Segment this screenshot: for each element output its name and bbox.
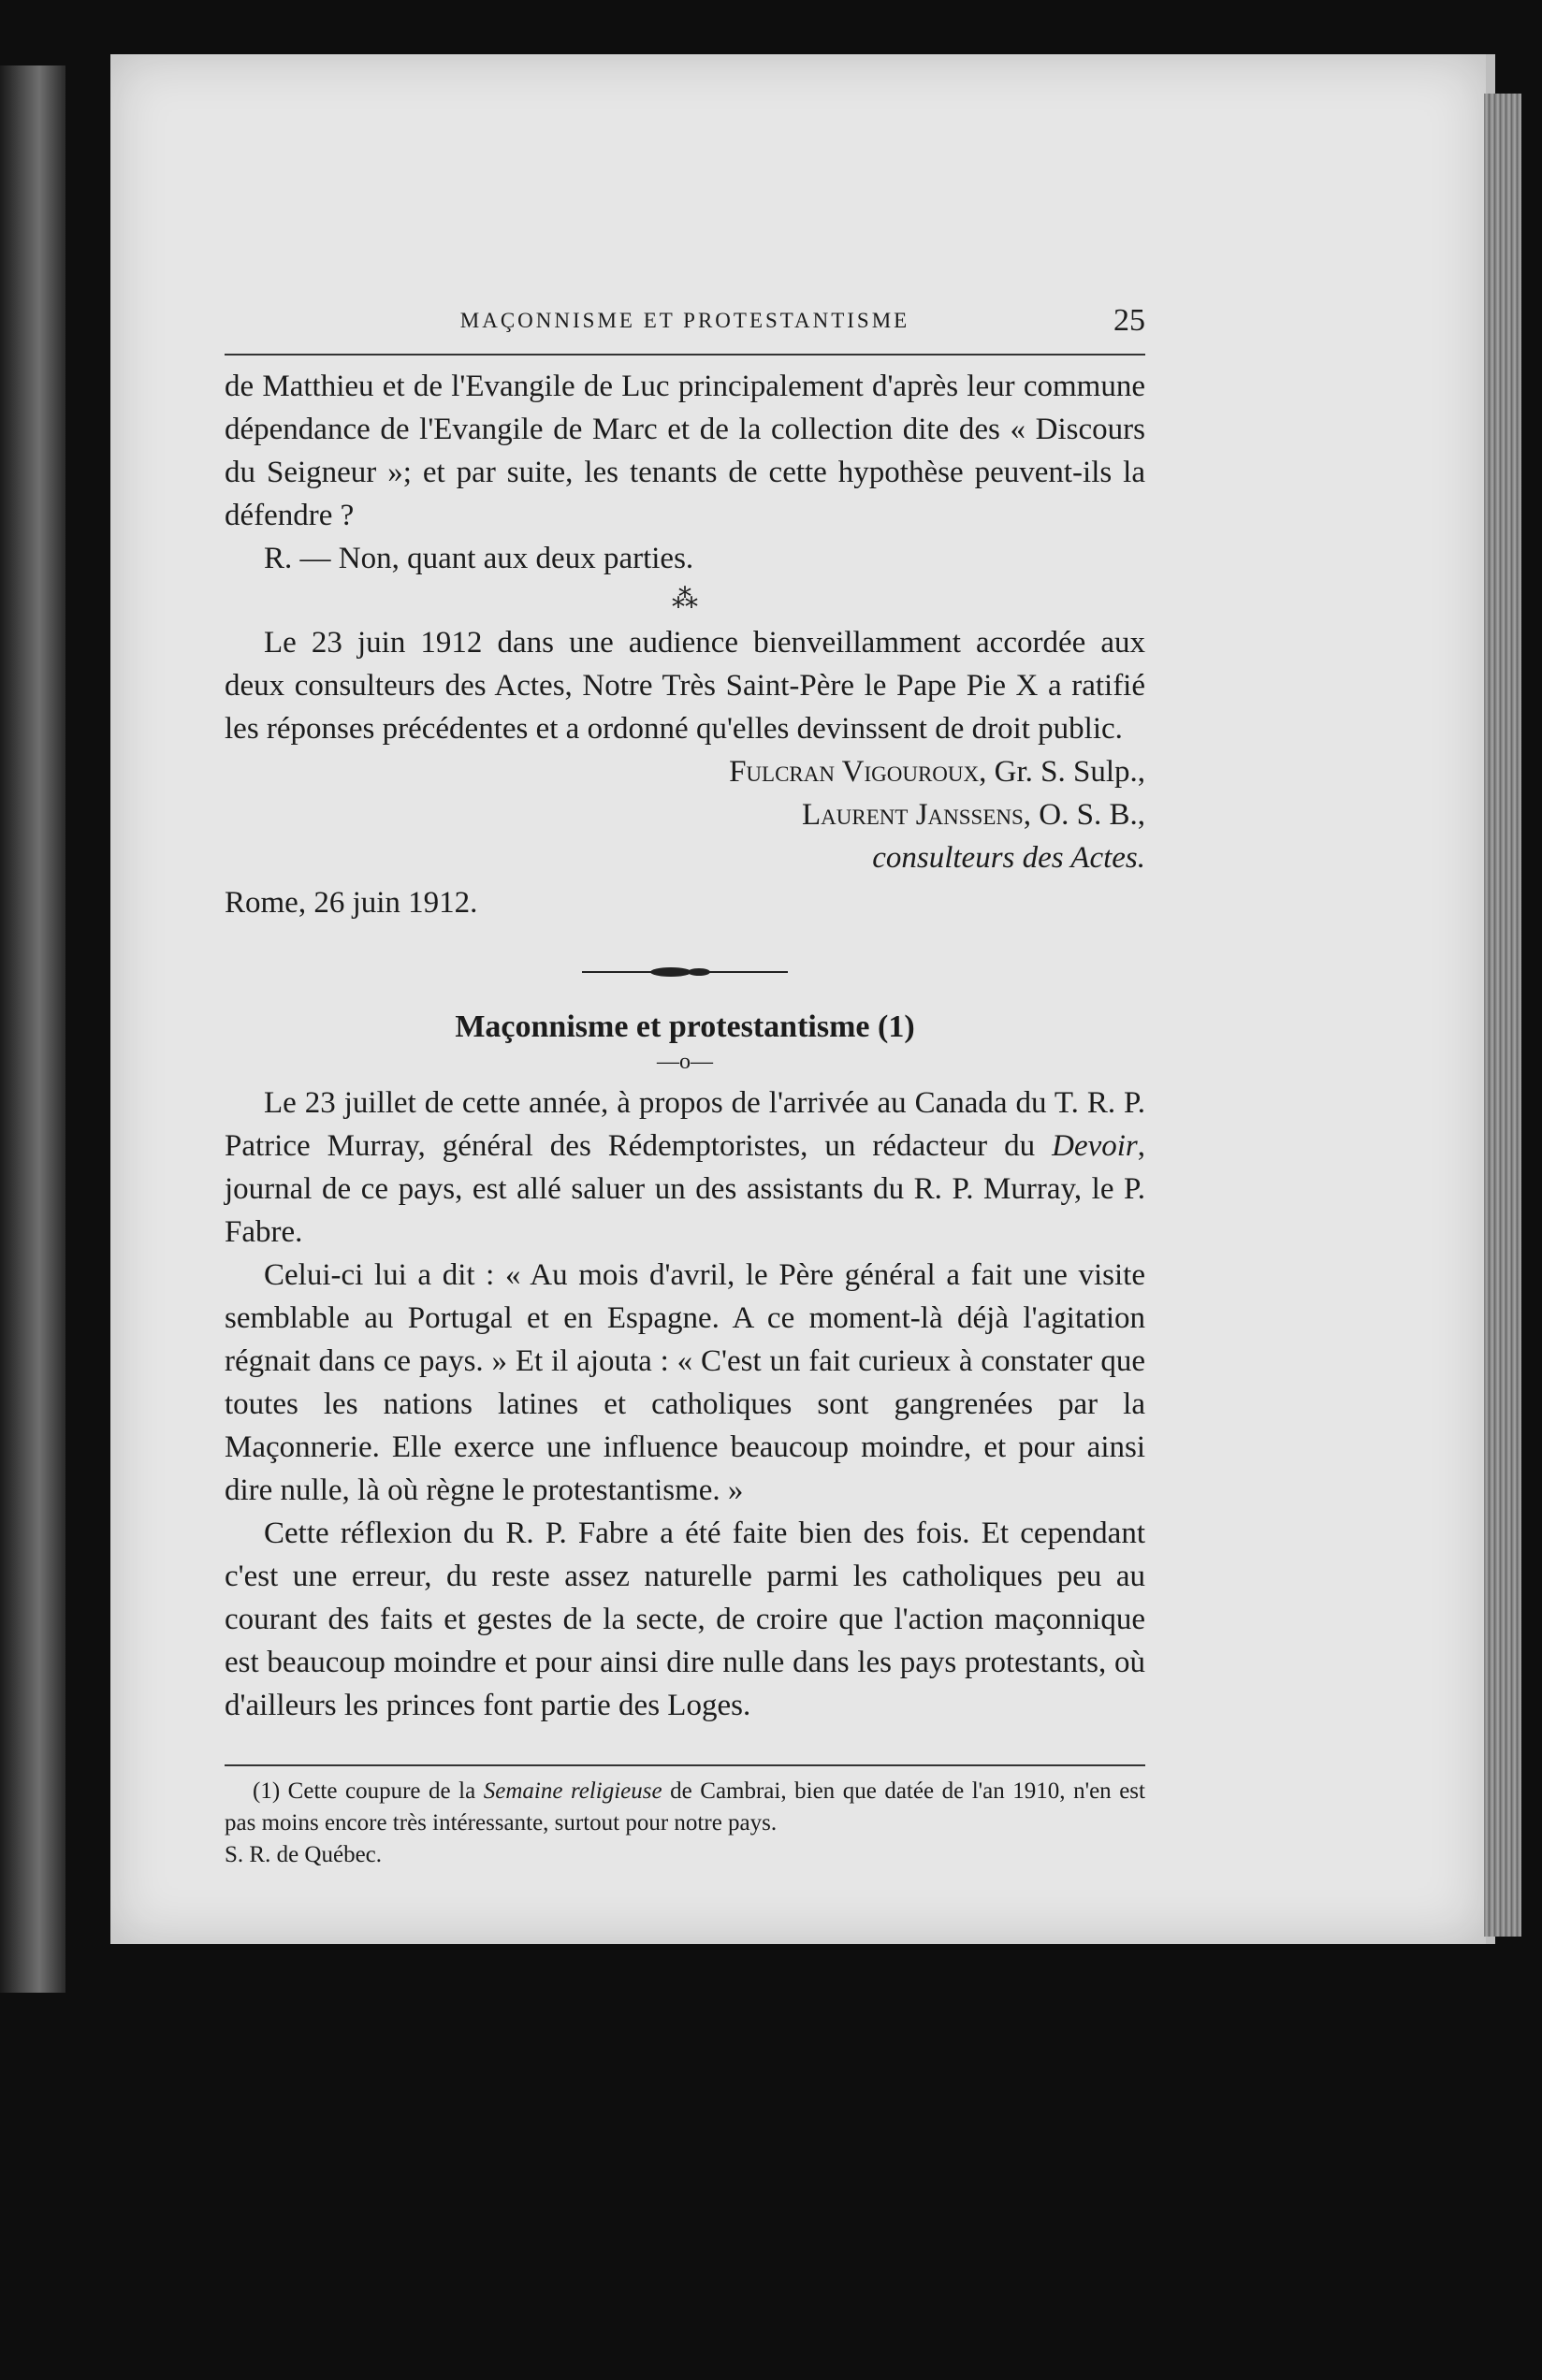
adjacent-page-edge bbox=[0, 65, 65, 1993]
running-title: MAÇONNISME ET PROTESTANTISME bbox=[459, 309, 910, 332]
footnote-text-a: (1) Cette coupure de la bbox=[253, 1778, 484, 1804]
section-paragraph-3: Cette réflexion du R. P. Fabre a été faite bien des fois. Et cependant c'est une erreur, du reste assez naturelle parmi les catholiques peu au courant des faits et gestes de la secte, de croire que l'action maçonnique est beaucoup moindre et pour ainsi dire nulle dans les pays protestants, où d'ailleurs les princes font partie des Loges. bbox=[225, 1517, 1145, 1722]
asterism: ⁂ bbox=[672, 585, 698, 614]
section-paragraph-1-b: , journal de ce pays, est allé saluer un des assistants du R. P. Murray, le P. Fabre. bbox=[225, 1129, 1145, 1249]
footnote-text-b: de Cambrai, bien que datée de l'an 1910, n'en est pas moins encore très intéressante, surtout pour notre pays. bbox=[225, 1778, 1145, 1836]
section-sub-mark: —o— bbox=[657, 1050, 713, 1074]
signature-role: consulteurs des Actes. bbox=[872, 841, 1145, 875]
footnote-signature: S. R. de Québec. bbox=[225, 1842, 383, 1867]
signature-1-name: Fulcran Vigouroux bbox=[729, 755, 980, 789]
place-date: Rome, 26 juin 1912. bbox=[225, 886, 478, 920]
page-content bbox=[225, 303, 1145, 1871]
footnote-italic: Semaine religieuse bbox=[483, 1778, 662, 1804]
signature-2-title: , O. S. B., bbox=[1023, 798, 1145, 832]
page-number: 25 bbox=[1113, 303, 1145, 338]
page-stack-edge bbox=[1484, 94, 1521, 1937]
section-paragraph-1-a: Le 23 juillet de cette année, à propos de l'arrivée au Canada du T. R. P. Patrice Murray, général des Rédemptoristes, un rédacteur du bbox=[225, 1086, 1145, 1163]
signature-1-title: , Gr. S. Sulp., bbox=[979, 755, 1145, 789]
running-head bbox=[225, 303, 1145, 356]
signature-2-name: Laurent Janssens bbox=[802, 798, 1024, 832]
footnote-divider bbox=[225, 1764, 1145, 1766]
section-ornament bbox=[225, 965, 1145, 979]
answer-line: R. — Non, quant aux deux parties. bbox=[264, 542, 694, 575]
paragraph-ratification: Le 23 juin 1912 dans une audience bienveillamment accordée aux deux consulteurs des Actes, Notre Très Saint-Père le Pape Pie X a ratifié les réponses précédentes et a ordonné qu'elles devinssent de droit public. bbox=[225, 626, 1145, 746]
ornament-rule-icon bbox=[582, 965, 788, 979]
paragraph-continued: de Matthieu et de l'Evangile de Luc principalement d'après leur commune dépendance de l'Evangile de Marc et de la collection dite des « Discours du Seigneur »; et par suite, les tenants de cette hypothèse peuvent-ils la défendre ? bbox=[225, 370, 1145, 532]
signature-1 bbox=[225, 750, 1145, 793]
section-paragraph-1 bbox=[225, 1081, 1145, 1254]
footnote bbox=[225, 1776, 1145, 1839]
section-paragraph-1-italic: Devoir bbox=[1052, 1129, 1138, 1163]
section-title: Maçonnisme et protestantisme (1) bbox=[455, 1009, 915, 1044]
signature-2 bbox=[225, 793, 1145, 836]
section-paragraph-2: Celui-ci lui a dit : « Au mois d'avril, le Père général a fait une visite semblable au Portugal et en Espagne. A ce moment-là déjà l'agitation régnait dans ce pays. » Et il ajouta : « C'est un fait curieux à constater que toutes les nations latines et catholiques sont gangrenées par la Maçonnerie. Elle exerce une influence beaucoup moindre, et pour ainsi dire nulle, là où règne le protestantisme. » bbox=[225, 1258, 1145, 1507]
